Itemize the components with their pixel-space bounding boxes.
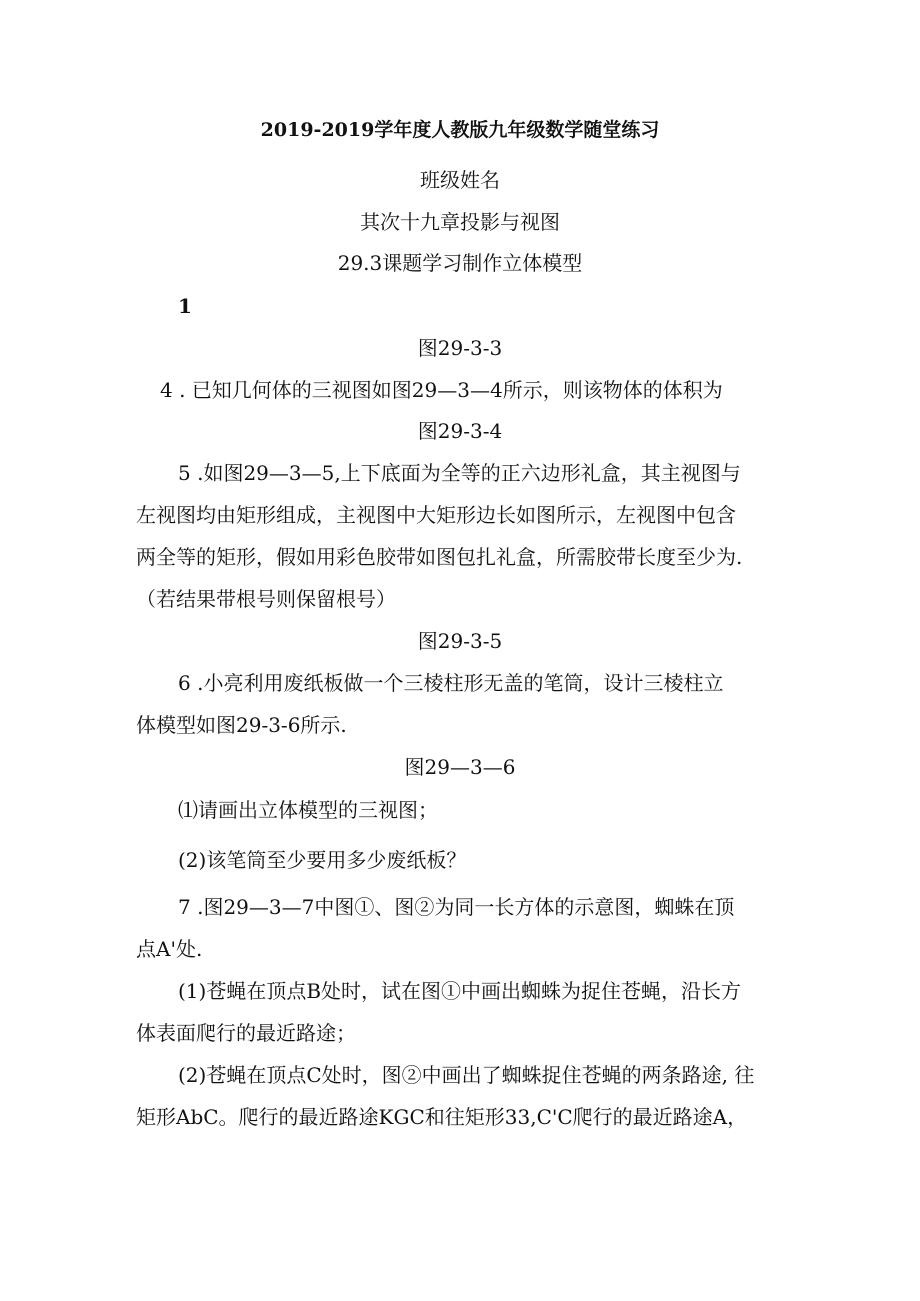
figure-caption-29-3-5: 图29-3-5 bbox=[417, 629, 503, 653]
question-7-line-2: 点A'处. bbox=[136, 937, 203, 961]
question-6-subquestion-1: ⑴请画出立体模型的三视图； bbox=[178, 798, 438, 822]
chapter-title: 其次十九章投影与视图 bbox=[360, 210, 560, 234]
question-6-line-2: 体模型如图29-3-6所示. bbox=[136, 713, 347, 737]
question-6-subquestion-2: (2)该笔筒至少要用多少废纸板？ bbox=[178, 848, 467, 872]
section-title: 29.3课题学习制作立体模型 bbox=[337, 251, 583, 275]
question-7-line-1: 7 .图29—3—7中图①、图②为同一长方体的示意图，蜘蛛在顶 bbox=[178, 895, 735, 919]
question-5-line-4: （若结果带根号则保留根号） bbox=[136, 587, 396, 611]
class-name-line: 班级姓名 bbox=[420, 168, 500, 192]
figure-caption-29-3-3: 图29-3-3 bbox=[417, 336, 503, 360]
question-7-subquestion-2-line-1: (2)苍蝇在顶点C处时，图②中画出了蜘蛛捉住苍蝇的两条路途, 往 bbox=[178, 1063, 755, 1087]
document-title: 2019-2019学年度人教版九年级数学随堂练习 bbox=[260, 119, 660, 141]
question-5-line-2: 左视图均由矩形组成，主视图中大矩形边长如图所示，左视图中包含 bbox=[136, 503, 736, 527]
question-6-line-1: 6 .小亮利用废纸板做一个三棱柱形无盖的笔筒，设计三棱柱立 bbox=[178, 671, 724, 695]
question-7-subquestion-1-line-2: 体表面爬行的最近路途； bbox=[136, 1021, 356, 1045]
question-7-subquestion-1-line-1: (1)苍蝇在顶点B处时，试在图①中画出蜘蛛为捉住苍蝇，沿长方 bbox=[178, 979, 742, 1003]
figure-caption-29-3-6: 图29—3—6 bbox=[404, 755, 516, 779]
figure-caption-29-3-4: 图29-3-4 bbox=[417, 419, 503, 443]
question-5-line-1: 5 .如图29—3—5,上下底面为全等的正六边形礼盒，其主视图与 bbox=[178, 461, 741, 485]
question-7-subquestion-2-line-2: 矩形AbC。爬行的最近路途KGC和往矩形33,C'C爬行的最近路途A， bbox=[136, 1105, 748, 1129]
question-4: 4 . 已知几何体的三视图如图29—3—4所示，则该物体的体积为 bbox=[160, 378, 723, 402]
item-number-1: 1 bbox=[178, 294, 192, 318]
question-5-line-3: 两全等的矩形，假如用彩色胶带如图包扎礼盒，所需胶带长度至少为. bbox=[136, 545, 743, 569]
